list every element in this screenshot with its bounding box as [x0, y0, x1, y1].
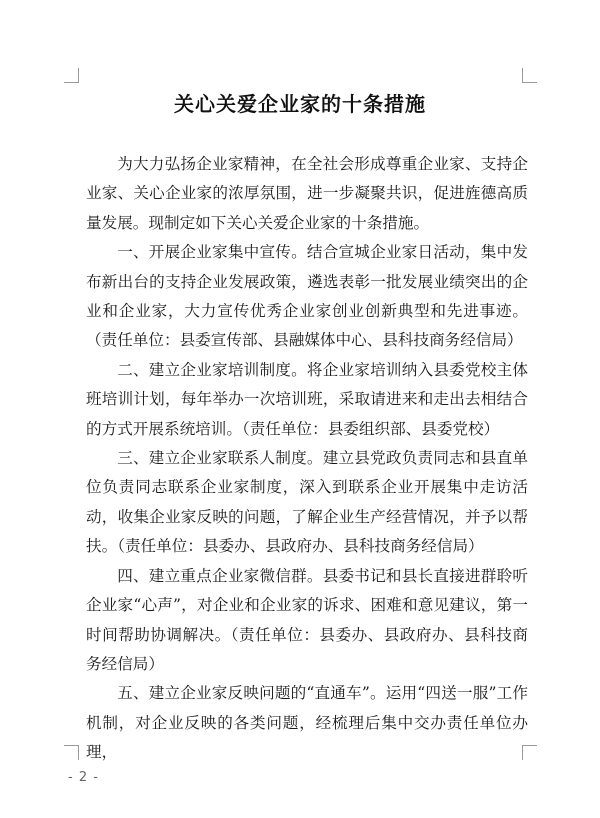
- crop-mark-top-right: [522, 68, 537, 83]
- document-body: [86, 150, 528, 768]
- document-title: 关心关爱企业家的十条措施: [174, 92, 426, 116]
- measure-3-paragraph: 三、建立企业家联系人制度。建立县党政负责同志和县直单位负责同志联系企业家制度，深入到联系企业开展集中走访活动，收集企业家反映的问题，了解企业生产经营情况，并予以帮扶。（责任单位：县委办、县政府办、县科技商务经信局）: [86, 449, 528, 556]
- crop-mark-top-left: [64, 68, 79, 83]
- measure-4-paragraph: 四、建立重点企业家微信群。县委书记和县长直接进群聆听企业家“心声”，对企业和企业家的诉求、困难和意见建议，第一时间帮助协调解决。（责任单位：县委办、县政府办、县科技商务经信局）: [86, 566, 528, 673]
- page-number: - 2 -: [68, 770, 99, 785]
- measure-2-paragraph: 二、建立企业家培训制度。将企业家培训纳入县委党校主体班培训计划，每年举办一次培训班，采取请进来和走出去相结合的方式开展系统培训。（责任单位：县委组织部、县委党校）: [86, 360, 528, 438]
- intro-paragraph: 为大力弘扬企业家精神，在全社会形成尊重企业家、支持企业家、关心企业家的浓厚氛围，进一步凝聚共识，促进旌德高质量发展。现制定如下关心关爱企业家的十条措施。: [86, 155, 528, 232]
- measure-5-paragraph: 五、建立企业家反映问题的“直通车”。运用“四送一服”工作机制，对企业反映的各类问题，经梳理后集中交办责任单位办理，: [86, 684, 528, 762]
- crop-mark-bottom-left: [64, 745, 79, 760]
- measure-1-paragraph: 一、开展企业家集中宣传。结合宣城企业家日活动，集中发布新出台的支持企业发展政策，遴选表彰一批发展业绩突出的企业和企业家，大力宣传优秀企业家创业创新典型和先进事迹。（责任单位：县委宣传部、县融媒体中心、县科技商务经信局）: [86, 243, 528, 350]
